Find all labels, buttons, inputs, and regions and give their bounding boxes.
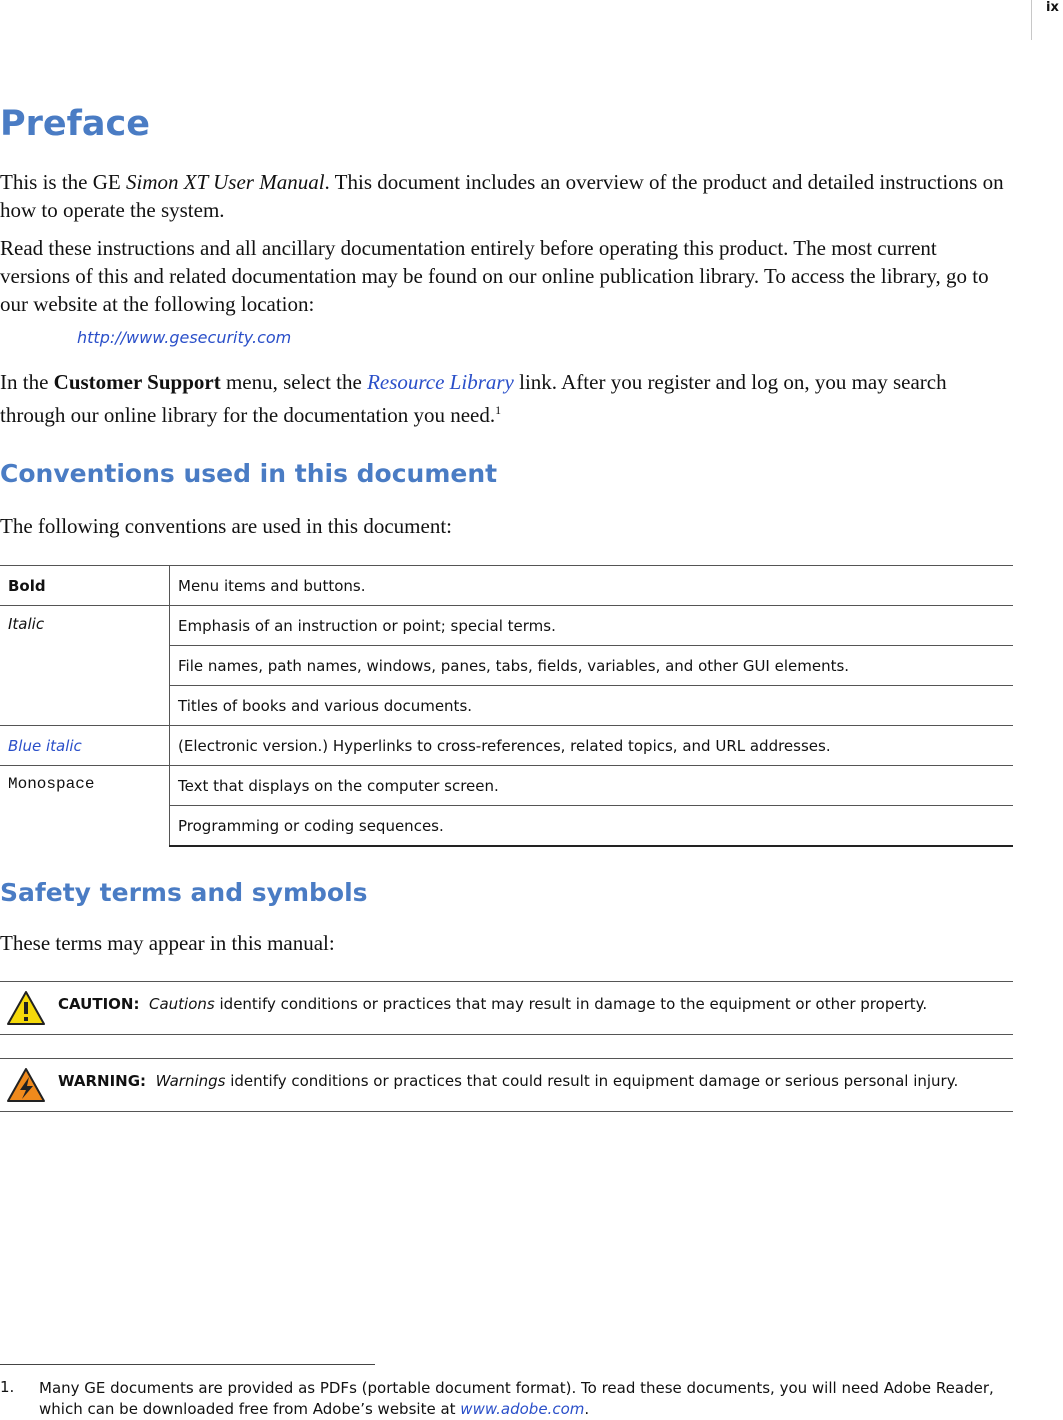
conventions-table: [0, 565, 1013, 847]
footnote-number: 1.: [0, 1378, 15, 1396]
convention-description: Emphasis of an instruction or point; special terms.: [170, 606, 1014, 646]
convention-description: File names, path names, windows, panes, tabs, fields, variables, and other GUI elements.: [170, 646, 1014, 686]
warning-text: WARNING: Warnings identify conditions or practices that could result in equipment damage or serious personal injury.: [58, 1072, 959, 1090]
caution-notice: [0, 981, 1013, 1035]
table-row: [0, 566, 1013, 606]
page-number-divider: [1031, 0, 1032, 40]
manual-title: Simon XT User Manual: [126, 170, 325, 194]
page-number: ix: [1046, 0, 1059, 15]
convention-style-monospace: Monospace: [0, 766, 170, 847]
caution-text: CAUTION: Cautions identify conditions or practices that may result in damage to the equipment or other property.: [58, 995, 928, 1013]
safety-heading: Safety terms and symbols: [0, 878, 368, 907]
convention-description: Menu items and buttons.: [170, 566, 1014, 606]
footnote-reference[interactable]: 1: [495, 403, 502, 417]
warning-label: WARNING:: [58, 1072, 147, 1090]
table-row: [0, 726, 1013, 766]
convention-description: Programming or coding sequences.: [170, 806, 1014, 847]
website-link[interactable]: http://www.gesecurity.com: [77, 328, 292, 347]
adobe-link[interactable]: www.adobe.com: [460, 1400, 585, 1418]
convention-style-blue-italic: Blue italic: [0, 726, 170, 766]
conventions-intro: The following conventions are used in this document:: [0, 514, 452, 538]
caution-label: CAUTION:: [58, 995, 140, 1013]
convention-description: Text that displays on the computer screen.: [170, 766, 1014, 806]
warning-lightning-icon: [6, 1067, 46, 1103]
page-title: Preface: [0, 104, 150, 144]
support-paragraph: In the Customer Support menu, select the Resource Library link. After you register and log on, you may search through our online library for the documentation you need.$^1$: [0, 370, 947, 427]
footnote-divider: [0, 1364, 375, 1365]
customer-support-menu: Customer Support: [53, 370, 221, 394]
safety-intro: These terms may appear in this manual:: [0, 931, 335, 955]
table-row: [0, 766, 1013, 806]
footnote-text: Many GE documents are provided as PDFs (portable document format). To read these documents, you will need Adobe Reader, which can be downloaded free from Adobe’s website at www.adobe.com.: [39, 1379, 994, 1418]
table-row: [0, 606, 1013, 646]
intro-paragraph: This is the GE Simon XT User Manual. This document includes an overview of the product and detailed instructions on how to operate the system.: [0, 170, 1004, 222]
convention-description: Titles of books and various documents.: [170, 686, 1014, 726]
warning-notice: [0, 1058, 1013, 1112]
convention-style-italic: Italic: [0, 606, 170, 726]
convention-description: (Electronic version.) Hyperlinks to cross-references, related topics, and URL addresses.: [170, 726, 1014, 766]
conventions-heading: Conventions used in this document: [0, 459, 498, 488]
convention-style-bold: Bold: [0, 566, 170, 606]
caution-triangle-icon: [6, 990, 46, 1026]
resource-library-link[interactable]: Resource Library: [367, 370, 514, 394]
library-paragraph: Read these instructions and all ancillary documentation entirely before operating this product. The most current versions of this and related documentation may be found on our online publication library. To access the library, go to our website at the following location:: [0, 236, 989, 316]
